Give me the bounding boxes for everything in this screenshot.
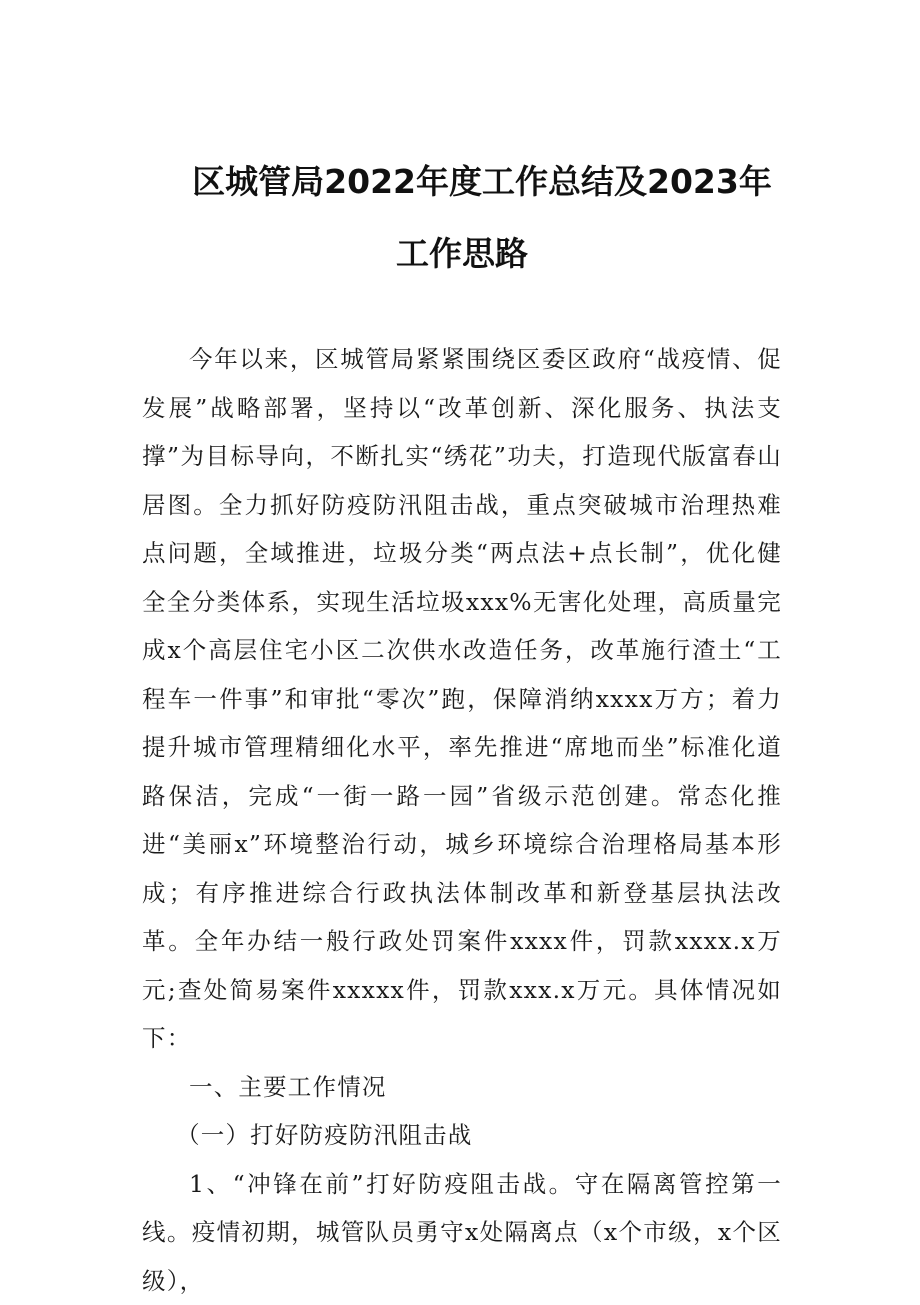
subsection-heading: （一）打好防疫防汛阻击战 <box>142 1111 782 1160</box>
section-heading: 一、主要工作情况 <box>142 1063 782 1112</box>
document-title-line-1: 区城管局2022年度工作总结及2023年 <box>142 146 782 218</box>
item-paragraph: 1、“冲锋在前”打好防疫阻击战。守在隔离管控第一线。疫情初期，城管队员勇守x处隔离点（x个市级，x个区级）， <box>142 1160 782 1305</box>
intro-paragraph: 今年以来，区城管局紧紧围绕区委区政府“战疫情、促发展”战略部署，坚持以“改革创新、深化服务、执法支撑”为目标导向，不断扎实“绣花”功夫，打造现代版富春山居图。全力抓好防疫防汛阻击战，重点突破城市治理热难点问题，全域推进，垃圾分类“两点法+点长制”，优化健全全分类体系，实现生活垃圾xxx%无害化处理，高质量完成x个高层住宅小区二次供水改造任务，改革施行渣土“工程车一件事”和审批“零次”跑，保障消纳xxxx万方；着力提升城市管理精细化水平，率先推进“席地而坐”标准化道路保洁，完成“一街一路一园”省级示范创建。常态化推进“美丽x”环境整治行动，城乡环境综合治理格局基本形成；有序推进综合行政执法体制改革和新登基层执法改革。全年办结一般行政处罚案件xxxx件，罚款xxxx.x万元;查处简易案件xxxxx件，罚款xxx.x万元。具体情况如下： <box>142 335 782 1063</box>
document-title-line-2: 工作思路 <box>142 218 782 290</box>
